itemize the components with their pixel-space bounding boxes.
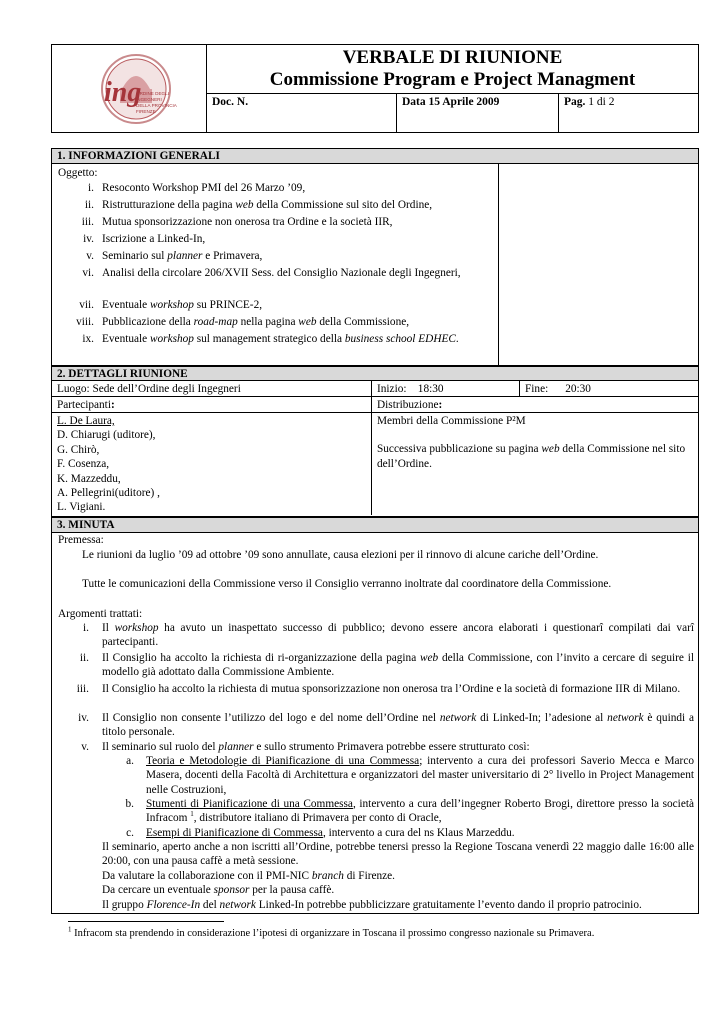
- distribution-line: Membri della Commissione P²M: [377, 415, 526, 427]
- logo-caption-3: DELLA PROVINCIA: [136, 103, 177, 108]
- document-subtitle: Commissione Program e Project Managment: [269, 69, 636, 90]
- header-meta-row: [207, 93, 698, 132]
- participants-list: [52, 413, 372, 515]
- participant: L. Vigiani.: [57, 501, 106, 514]
- seminario-detail: Da valutare la collaborazione con il PMI-NIC branch di Firenze.: [102, 870, 396, 882]
- section-heading: 1. INFORMAZIONI GENERALI: [52, 149, 698, 164]
- distribution-list: [372, 413, 698, 515]
- premessa-paragraph: Tutte le comunicazioni della Commissione verso il Consiglio verranno inoltrate dal coordinatore della Commissione.: [82, 578, 612, 590]
- footnote-separator: [68, 921, 224, 922]
- oggetto-label: Oggetto:: [58, 167, 98, 179]
- section-informazioni-generali: [51, 148, 699, 366]
- footnote: $^1$ Infracom sta prendendo in considerazione l’ipotesi di organizzare in Toscana il prossimo congresso nazionale su Primavera.: [68, 925, 595, 939]
- document-header: [51, 44, 699, 133]
- distribution-note: Successiva pubblicazione su pagina web della Commissione nel sito dell’Ordine.: [377, 443, 686, 470]
- logo-caption-1: ORDINE DEGLI: [136, 91, 169, 96]
- ordine-ingegneri-logo: [86, 49, 186, 129]
- seminario-detail: Il gruppo Florence-In del network Linked-In potrebbe pubblicizzare gratuitamente l’evento dando il proprio patrocinio.: [102, 899, 642, 911]
- luogo-cell: Luogo: Sede dell’Ordine degli Ingegneri: [52, 381, 372, 397]
- section-minuta: 3. MINUTA Premessa: Le riunioni da luglio ’09 ad ottobre ’09 sono annullate, causa elezioni per il rinnovo di alcune cariche dell’Ordine. Tutte le comunicazioni della Commissione verso il Consiglio verranno inoltrate dal coordinatore della Commissione. Argomenti trattati: i. Il workshop ha avuto un inaspettato successo di pubblico; devono essere ancora elaborati i questionarî compilati dai varî partecipanti. ii. Il Consiglio ha accolto la richiesta di ri-organizzazione della pagina web della Commissione, con l’invito a cercare di seguire il modello già adottato dalla Commissione Ambiente. iii. Il Consiglio ha accolto la richiesta di mutua sponsorizzazione non onerosa tra l’Ordine e la società di formazione IIR di Milano. iv. Il Consiglio non consente l’utilizzo del logo e del nome dell’Ordine nel network di Linked-In; l’adesione al network è quindi a titolo personale. v. Il seminario sul ruolo del planner e sullo strumento Primavera potrebbe essere strutturato così: a. Teoria e Metodologie di Pianificazione di una Commessa; intervento a cura dei professori Saverio Mecca e Marco Masera, docenti della Facoltà di Architettura e organizzatori del master universitario di 2° livello in Project Management nelle Costruzioni, b. Stumenti di Pianificazione di una Commessa, intervento a cura dell’ingegner Roberto Brogi, direttore presso la società Infracom $^1$, distributore italiano di Primavera per conto di Oracle, c. Esempi di Pianificazione di Commessa, intervento a cura del ns Klaus Marzeddu. Il seminario, aperto anche a non iscritti all’Ordine, potrebbe tenersi presso la Regione Toscana venerdì 22 maggio dalle 16:00 alle 20:00, con una pausa caffè a metà sessione. Da valutare la collaborazione con il PMI-NIC branch di Firenze. Da cercare un eventuale sponsor per la pausa caffè. Il gruppo Florence-In del network Linked-In potrebbe pubblicizzare gratuitamente l’evento dando il proprio patrocinio.: [51, 517, 699, 914]
- argomenti-label: Argomenti trattati:: [58, 608, 143, 620]
- logo-cell: [52, 45, 207, 132]
- participant: G. Chirò,: [57, 443, 100, 456]
- premessa-label: Premessa:: [58, 534, 104, 546]
- document-date: Data 15 Aprile 2009: [397, 94, 559, 132]
- logo-initials: ing: [104, 77, 142, 108]
- logo-caption-4: FIRENZE: [136, 109, 156, 114]
- doc-number: Doc. N.: [207, 94, 397, 132]
- section-heading: 2. DETTAGLI RIUNIONE: [52, 366, 698, 381]
- oggetto-cell: Oggetto: i. Resoconto Workshop PMI del 26 Marzo ’09, ii. Ristrutturazione della pagina web della Commissione sul sito del Ordine, iii. Mutua sponsorizzazione non onerosa tra Ordine e la società IIR, iv. Iscrizione a Linked-In, v. Seminario sul planner e Primavera, vi. Analisi della circolare 206/XVII Sess. del Consiglio Nazionale degli Ingegneri, vii. Eventuale workshop su PRINCE-2, viii. Pubblicazione della road-map nella pagina web della Commissione, ix. Eventuale workshop sul management strategico della business school EDHEC.: [52, 164, 499, 365]
- partecipanti-label: Partecipanti:: [52, 397, 372, 413]
- participant: L. De Laura,: [57, 415, 115, 427]
- inizio-cell: Inizio: 18:30: [372, 381, 520, 397]
- page-label: Pag.: [564, 96, 586, 108]
- page-number: [559, 94, 698, 132]
- participant: K. Mazzeddu,: [57, 472, 121, 485]
- section-dettagli-riunione: [51, 366, 699, 517]
- section-heading: 3. MINUTA: [52, 517, 698, 533]
- participant: A. Pellegrini(uditore) ,: [57, 487, 160, 500]
- seminario-detail: Da cercare un eventuale sponsor per la pausa caffè.: [102, 884, 335, 896]
- document-title: VERBALE DI RIUNIONE: [342, 47, 563, 68]
- premessa-paragraph: Le riunioni da luglio ’09 ad ottobre ’09 sono annullate, causa elezioni per il rinnovo di alcune cariche dell’Ordine.: [82, 549, 599, 561]
- seminario-detail: Il seminario, aperto anche a non iscritti all’Ordine, potrebbe tenersi presso la Regione Toscana venerdì 22 maggio dalle 16:00 alle 20:00, con una pausa caffè a metà sessione.: [102, 841, 694, 868]
- fine-cell: Fine: 20:30: [520, 381, 698, 397]
- participant: F. Cosenza,: [57, 458, 110, 471]
- page-value: 1 di 2: [588, 96, 615, 108]
- distribuzione-label: Distribuzione:: [372, 397, 698, 413]
- logo-caption-2: INGEGNERI: [136, 97, 162, 102]
- participant: D. Chiarugi (uditore),: [57, 429, 156, 442]
